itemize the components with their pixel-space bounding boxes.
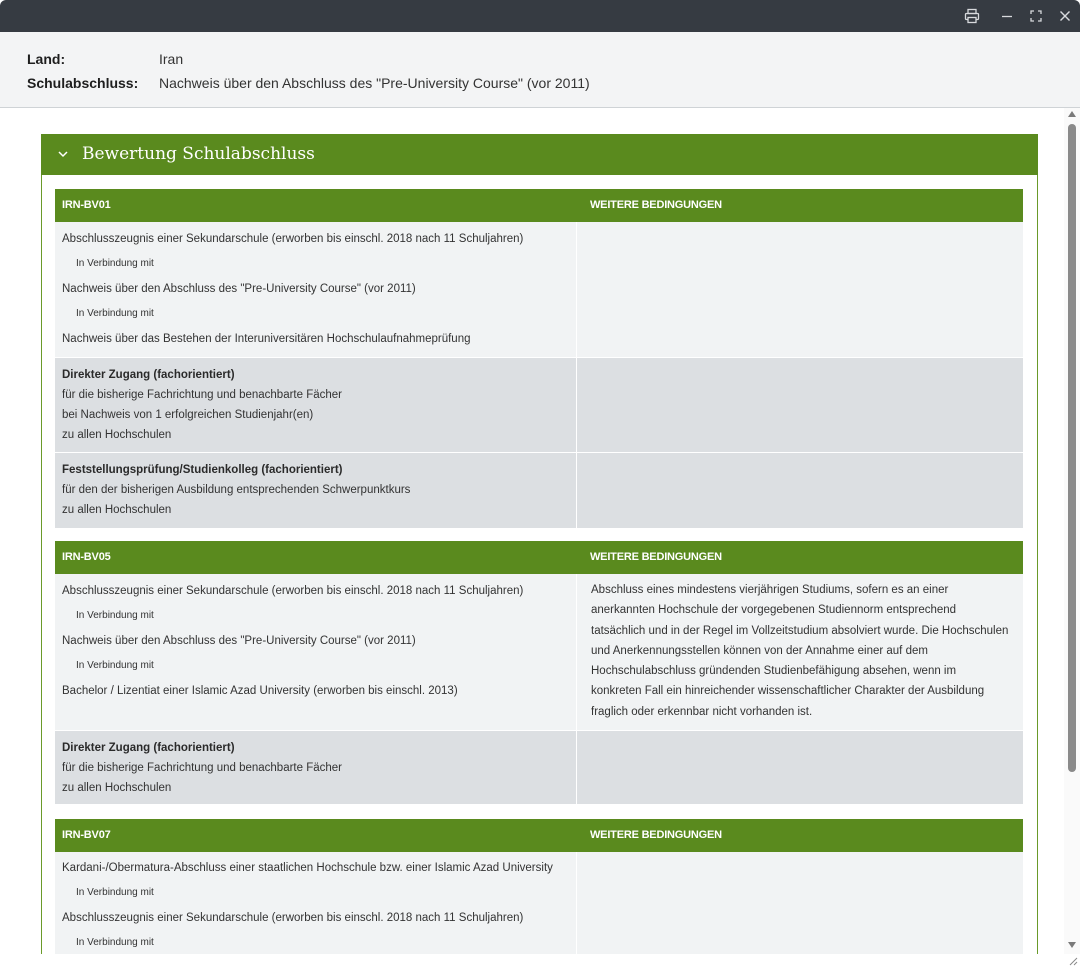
- window-titlebar: [0, 0, 1080, 32]
- maximize-icon[interactable]: [1026, 6, 1046, 26]
- info-header: [0, 32, 1080, 108]
- print-icon[interactable]: [962, 6, 982, 26]
- conditions-cell: [576, 574, 1023, 730]
- connector-text: In Verbindung mit: [76, 610, 154, 621]
- conditions-header: WEITERE BEDINGUNGEN: [590, 551, 722, 563]
- rule-block: [55, 819, 1023, 954]
- conditions-cell: [576, 731, 1023, 804]
- conditions-cell: [576, 852, 1023, 954]
- outcome-row: [55, 453, 1023, 528]
- outcome-line: zu allen Hochschulen: [62, 782, 172, 794]
- rule-block: [55, 541, 1023, 804]
- requirements-row: [55, 222, 1023, 357]
- panel-title: Bewertung Schulabschluss: [82, 144, 315, 164]
- requirement-item: Abschlusszeugnis einer Sekundarschule (erworben bis einschl. 2018 nach 11 Schuljahren): [62, 233, 524, 245]
- outcome-title: Feststellungsprüfung/Studienkolleg (fachorientiert): [62, 464, 343, 476]
- vertical-scrollbar[interactable]: [1064, 108, 1080, 954]
- rule-code: IRN-BV07: [62, 829, 111, 841]
- close-icon[interactable]: [1055, 6, 1075, 26]
- requirement-item: Abschlusszeugnis einer Sekundarschule (erworben bis einschl. 2018 nach 11 Schuljahren): [62, 585, 524, 597]
- requirement-item: Bachelor / Lizentiat einer Islamic Azad University (erworben bis einschl. 2013): [62, 685, 458, 697]
- outcome-title: Direkter Zugang (fachorientiert): [62, 742, 235, 754]
- conditions-header: WEITERE BEDINGUNGEN: [590, 199, 722, 211]
- outcome-row: [55, 358, 1023, 452]
- requirement-item: Nachweis über den Abschluss des "Pre-University Course" (vor 2011): [62, 283, 416, 295]
- schulabschluss-value: Nachweis über den Abschluss des "Pre-University Course" (vor 2011): [159, 75, 590, 91]
- scrollbar-thumb[interactable]: [1068, 124, 1076, 772]
- outcome-title: Direkter Zugang (fachorientiert): [62, 369, 235, 381]
- chevron-down-icon: [57, 147, 69, 165]
- rule-header: [55, 541, 1023, 574]
- requirement-item: Nachweis über das Bestehen der Interuniversitären Hochschulaufnahmeprüfung: [62, 333, 471, 345]
- outcome-line: zu allen Hochschulen: [62, 504, 172, 516]
- requirement-item: Nachweis über den Abschluss des "Pre-University Course" (vor 2011): [62, 635, 416, 647]
- rule-block: [55, 189, 1023, 528]
- outcome-row: [55, 731, 1023, 804]
- conditions-cell: [576, 222, 1023, 357]
- requirement-item: Kardani-/Obermatura-Abschluss einer staatlichen Hochschule bzw. einer Islamic Azad University: [62, 862, 553, 874]
- rule-header: [55, 819, 1023, 852]
- conditions-cell: [576, 358, 1023, 452]
- requirement-item: Abschlusszeugnis einer Sekundarschule (erworben bis einschl. 2018 nach 11 Schuljahren): [62, 912, 524, 924]
- bewertung-panel-header[interactable]: [41, 134, 1038, 175]
- connector-text: In Verbindung mit: [76, 887, 154, 898]
- requirements-row: [55, 574, 1023, 730]
- scroll-up-arrow-icon[interactable]: [1068, 111, 1076, 117]
- land-row: [27, 51, 183, 67]
- connector-text: In Verbindung mit: [76, 308, 154, 319]
- rule-code: IRN-BV05: [62, 551, 111, 563]
- land-label: Land:: [27, 51, 66, 67]
- connector-text: In Verbindung mit: [76, 660, 154, 671]
- resize-grip-icon[interactable]: [1068, 953, 1078, 963]
- conditions-header: WEITERE BEDINGUNGEN: [590, 829, 722, 841]
- outcome-line: bei Nachweis von 1 erfolgreichen Studienjahr(en): [62, 409, 314, 421]
- land-value: Iran: [159, 51, 184, 67]
- rule-header: [55, 189, 1023, 222]
- schulabschluss-row: [27, 75, 590, 91]
- scroll-down-arrow-icon[interactable]: [1068, 942, 1076, 948]
- minimize-icon[interactable]: [997, 6, 1017, 26]
- rule-code: IRN-BV01: [62, 199, 111, 211]
- conditions-cell: [576, 453, 1023, 528]
- requirements-row: [55, 852, 1023, 954]
- content-scroll-area[interactable]: [0, 108, 1064, 954]
- connector-text: In Verbindung mit: [76, 937, 154, 948]
- conditions-text: Abschluss eines mindestens vierjährigen Studiums, sofern es an einer anerkannten Hochschule der vorgegebenen Studiennorm entsprechend tatsächlich und in der Regel im Vollzeitstudium absolviert wurde. Die Hochschulen und Anerkennungsstellen können von der Annahme einer auf dem Hochschulabschluss gründenden Studienbefähigung absehen, wenn im konkreten Fall ein hinreichender wissenschaftlicher Charakter der Ausbildung fraglich oder erkennbar nicht vorhanden ist.: [591, 584, 1009, 718]
- outcome-line: für den der bisherigen Ausbildung entsprechenden Schwerpunktkurs: [62, 484, 411, 496]
- schulabschluss-label: Schulabschluss:: [27, 75, 139, 91]
- outcome-line: für die bisherige Fachrichtung und benachbarte Fächer: [62, 762, 343, 774]
- outcome-line: zu allen Hochschulen: [62, 429, 172, 441]
- connector-text: In Verbindung mit: [76, 258, 154, 269]
- outcome-line: für die bisherige Fachrichtung und benachbarte Fächer: [62, 389, 343, 401]
